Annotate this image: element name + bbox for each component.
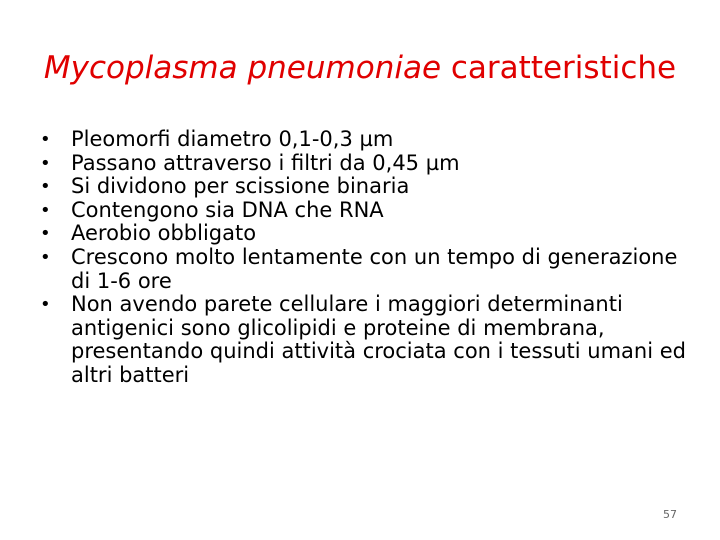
bullet-icon: • bbox=[40, 152, 51, 174]
bullet-icon: • bbox=[40, 129, 51, 150]
slide-title-rest: caratteristiche bbox=[450, 50, 677, 86]
bullet-icon: • bbox=[40, 176, 51, 198]
slide-title-italic: Mycoplasma pneumoniae bbox=[43, 50, 442, 86]
bullet-text: Pleomorfi diametro 0,1-0,3 µm bbox=[71, 127, 394, 151]
bullet-icon: • bbox=[40, 199, 51, 221]
bullet-icon: • bbox=[40, 294, 51, 316]
bullet-icon: • bbox=[40, 246, 51, 268]
slide-title bbox=[0, 48, 720, 88]
bullet-item bbox=[40, 246, 700, 293]
bullet-text: Si dividono per scissione binaria bbox=[71, 174, 410, 199]
bullet-text: Crescono molto lentamente con un tempo di generazione di 1-6 ore bbox=[71, 244, 678, 293]
bullet-text: Passano attraverso i filtri da 0,45 µm bbox=[71, 150, 460, 175]
bullet-item bbox=[40, 175, 700, 199]
bullet-item bbox=[40, 152, 700, 176]
bullet-list bbox=[40, 128, 700, 388]
bullet-item bbox=[40, 293, 700, 387]
bullet-text: Contengono sia DNA che RNA bbox=[71, 197, 384, 222]
bullet-text: Aerobio obbligato bbox=[71, 221, 257, 246]
page-number: 57 bbox=[663, 508, 677, 521]
bullet-icon: • bbox=[40, 223, 51, 245]
bullet-text: Non avendo parete cellulare i maggiori determinanti antigenici sono glicolipidi e proteine di membrana, presentando quindi attività crociata con i tessuti umani ed altri batteri bbox=[71, 292, 686, 387]
bullet-item bbox=[40, 222, 700, 246]
bullet-item bbox=[40, 128, 700, 152]
bullet-item bbox=[40, 199, 700, 223]
